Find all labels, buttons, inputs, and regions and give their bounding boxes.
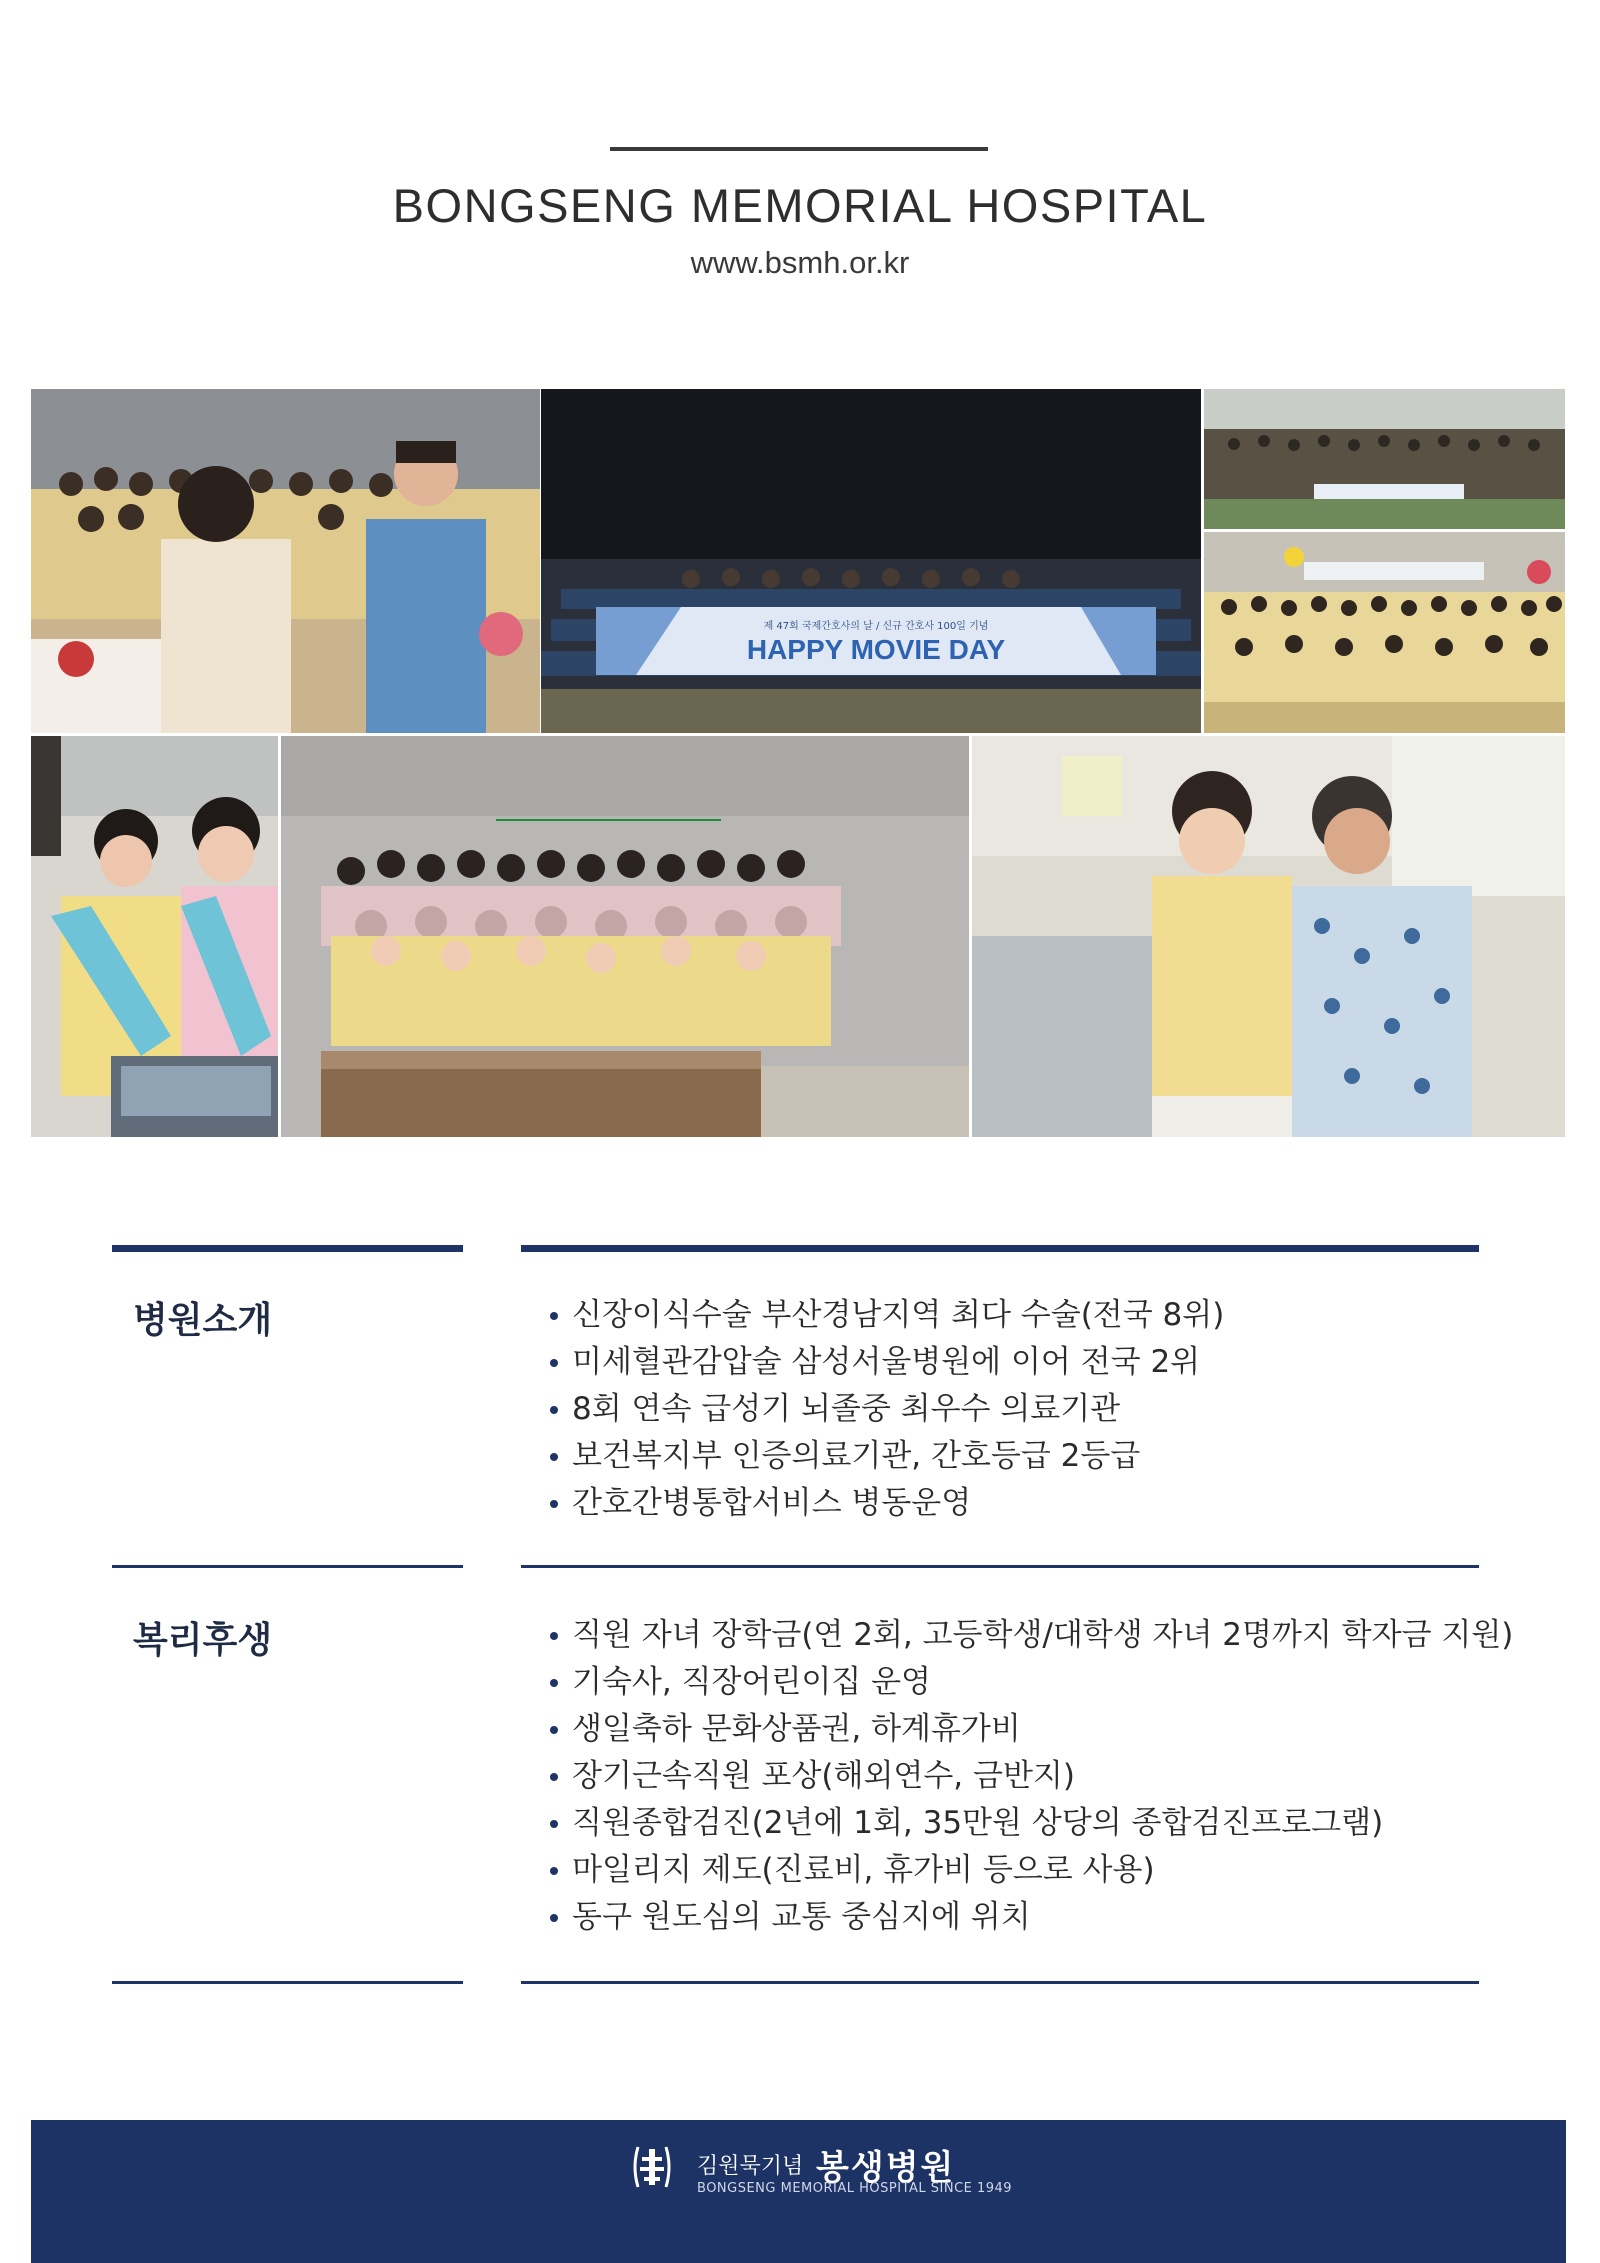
list-item: 보건복지부 인증의료기관, 간호등급 2등급 (548, 1433, 1224, 1480)
nurses-sash-photo (31, 736, 278, 1137)
nurse-patient-photo (972, 736, 1565, 1137)
hospital-url[interactable]: www.bsmh.or.kr (690, 245, 910, 280)
list-item: 8회 연속 급성기 뇌졸중 최우수 의료기관 (548, 1386, 1224, 1433)
list-item: 기숙사, 직장어린이집 운영 (548, 1659, 1513, 1706)
movie-banner-title: HAPPY MOVIE DAY (746, 634, 1006, 665)
header-rule (610, 147, 988, 151)
section-rule-left-bottom (112, 1981, 463, 1984)
list-item: 장기근속직원 포상(해외연수, 금반지) (548, 1753, 1513, 1800)
section-rule-left-top (112, 1245, 463, 1252)
section-divider-left (112, 1565, 463, 1568)
section-rule-right-bottom (521, 1981, 1479, 1984)
section-title-benefits: 복리후생 (133, 1620, 273, 1661)
section-title-hospital-intro: 병원소개 (133, 1300, 273, 1341)
staff-event-photo (31, 389, 540, 733)
hospital-emblem-icon (630, 2141, 674, 2193)
list-item: 간호간병통합서비스 병동운영 (548, 1480, 1224, 1527)
list-item: 직원종합검진(2년에 1회, 35만원 상당의 종합검진프로그램) (548, 1800, 1513, 1847)
group-indoor-photo (1204, 532, 1565, 733)
nurses-heart-photo (281, 736, 969, 1137)
group-outdoor-photo (1204, 389, 1565, 529)
section-rule-right-top (521, 1245, 1479, 1252)
list-item: 직원 자녀 장학금(연 2회, 고등학생/대학생 자녀 2명까지 학자금 지원) (548, 1612, 1513, 1659)
hospital-title: BONGSENG MEMORIAL HOSPITAL (392, 179, 1208, 232)
list-item: 미세혈관감압술 삼성서울병원에 이어 전국 2위 (548, 1339, 1224, 1386)
benefits-list (548, 1612, 1513, 1941)
movie-day-photo (541, 389, 1201, 733)
movie-banner-sub: 제 47회 국제간호사의 날 / 신규 간호사 100일 기념 (763, 621, 989, 632)
list-item: 마일리지 제도(진료비, 휴가비 등으로 사용) (548, 1847, 1513, 1894)
footer-english-name: BONGSENG MEMORIAL HOSPITAL SINCE 1949 (697, 2181, 1013, 2196)
footer-name-prefix: 김원묵기념 (697, 2154, 804, 2179)
footer-hospital-name: 봉생병원 (816, 2148, 956, 2188)
list-item: 생일축하 문화상품권, 하계휴가비 (548, 1706, 1513, 1753)
list-item: 신장이식수술 부산경남지역 최다 수술(전국 8위) (548, 1292, 1224, 1339)
list-item: 동구 원도심의 교통 중심지에 위치 (548, 1894, 1513, 1941)
hospital-intro-list (548, 1292, 1224, 1527)
section-divider-right (521, 1565, 1479, 1568)
